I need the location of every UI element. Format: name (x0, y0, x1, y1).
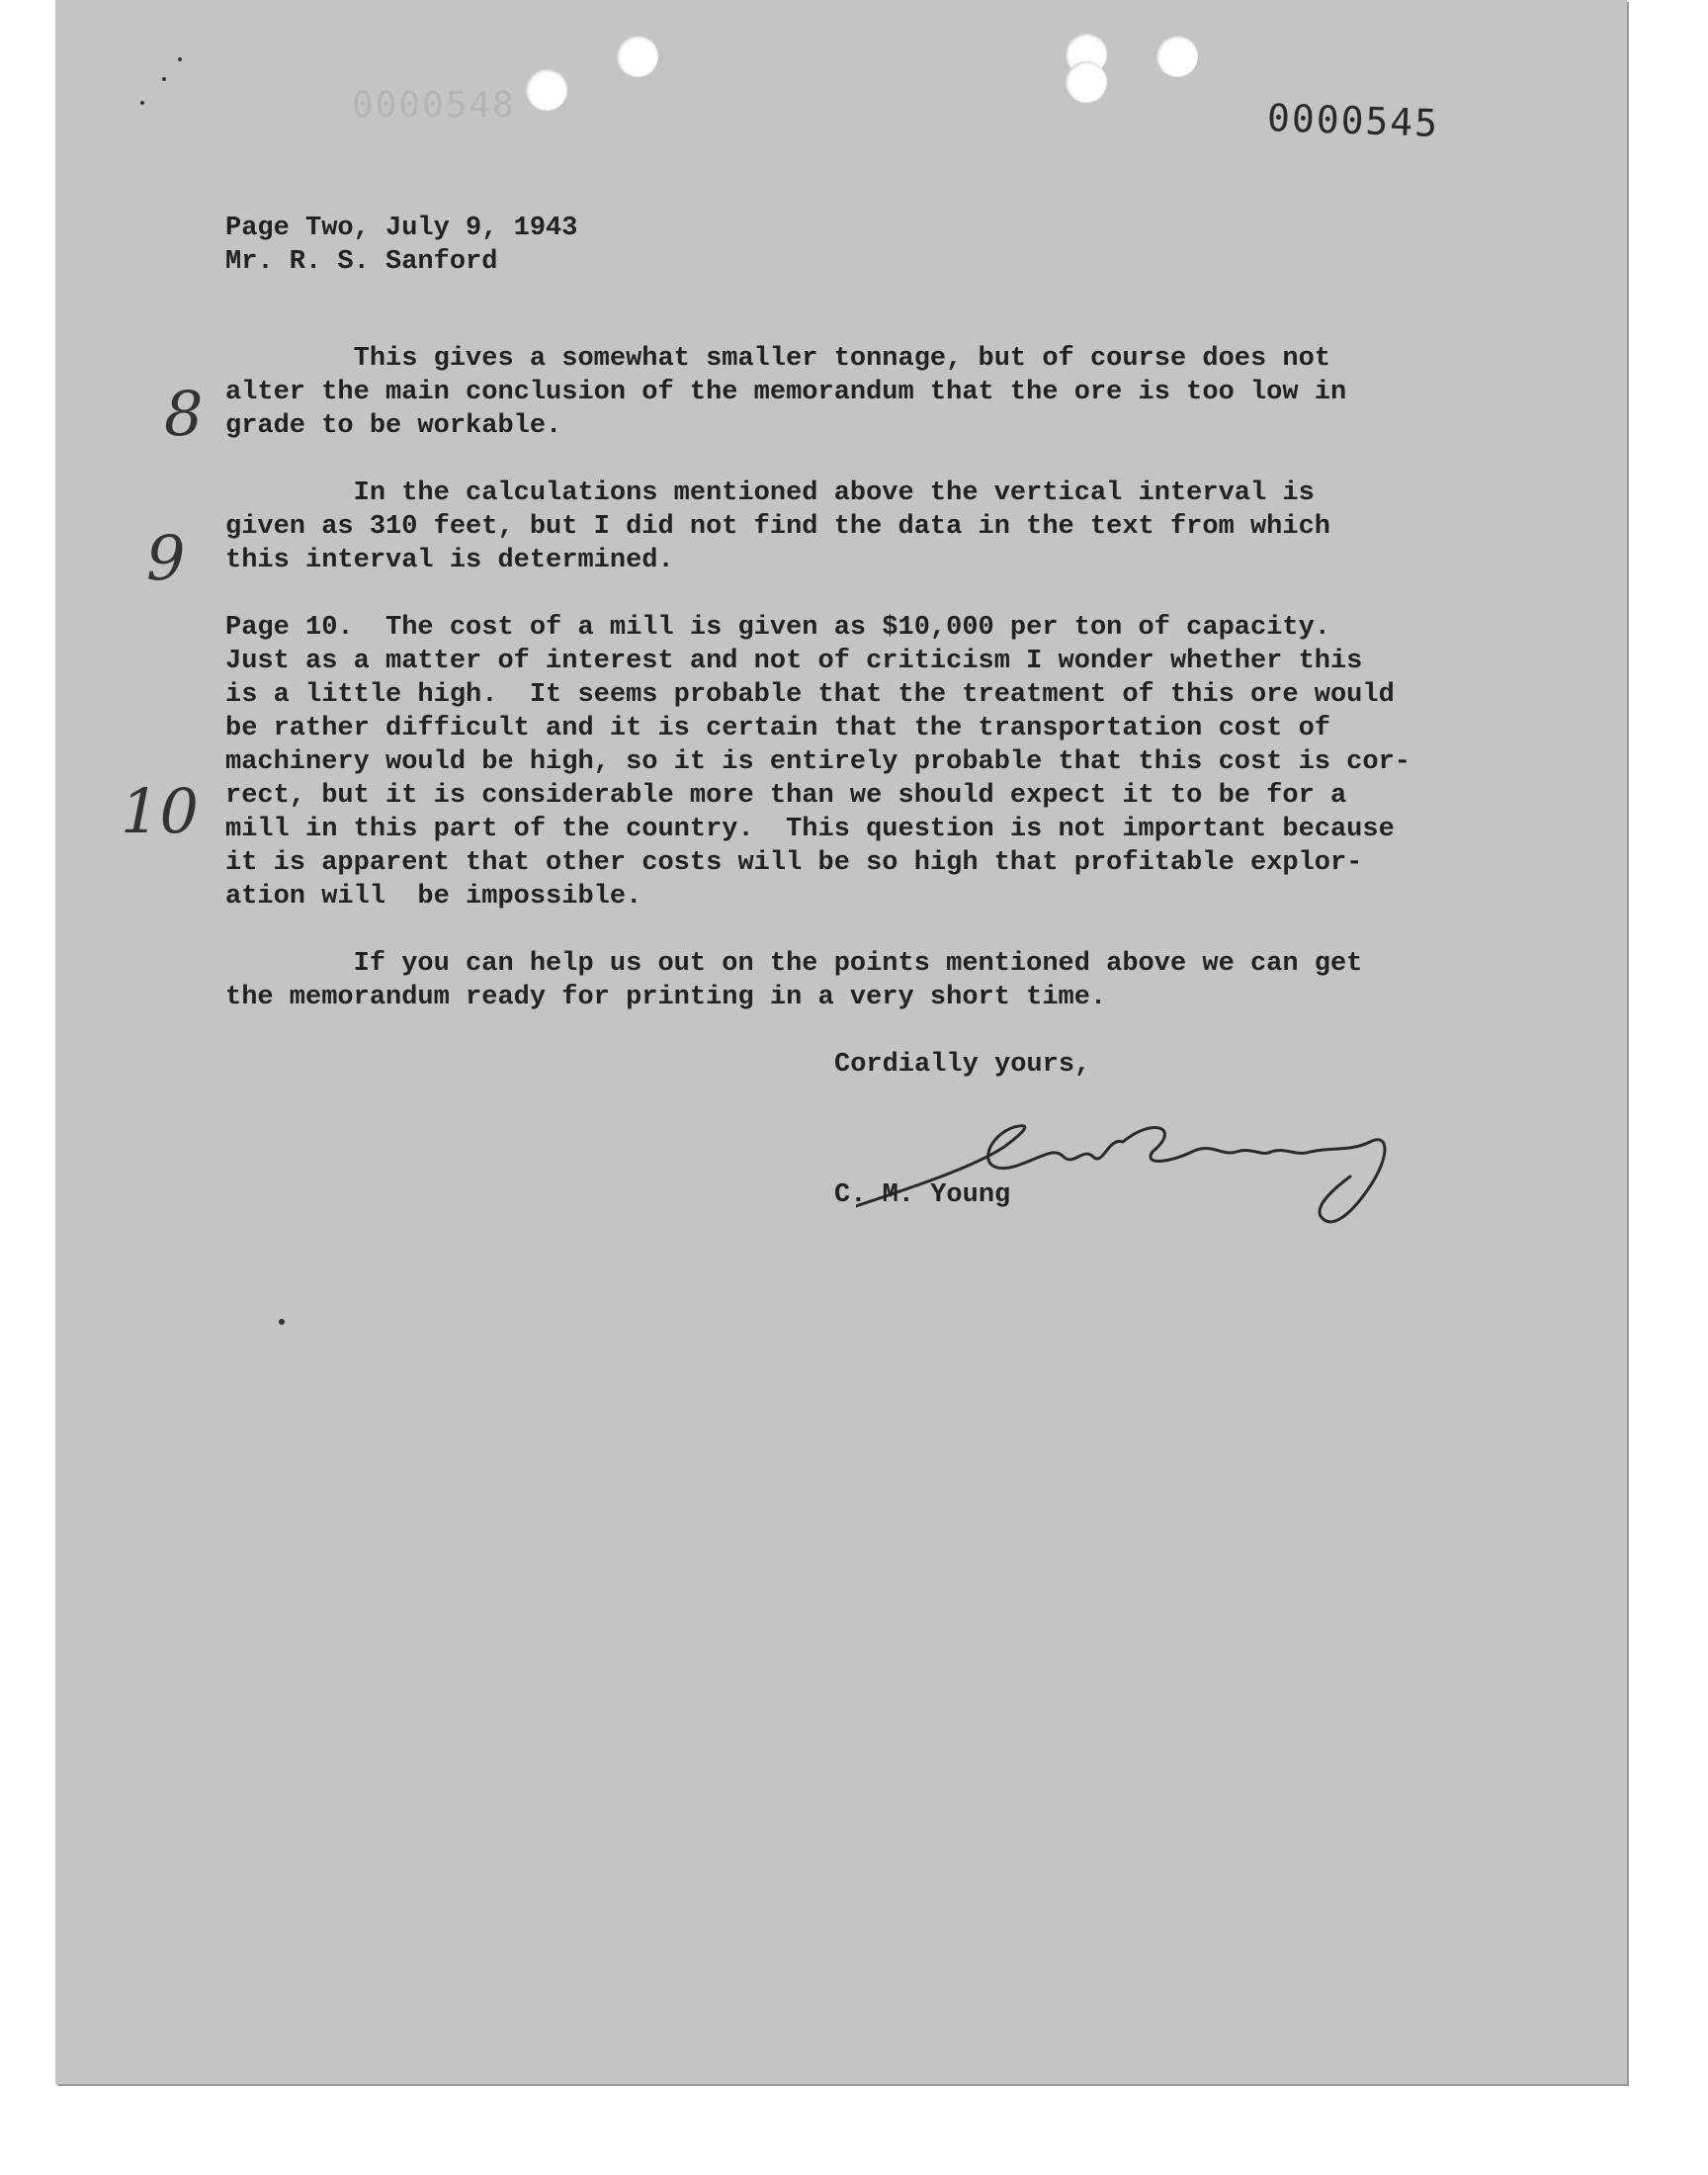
margin-note-8: 8 (164, 378, 204, 450)
paper-speck (162, 77, 166, 81)
paper-speck (279, 1319, 285, 1325)
punch-hole-5 (1156, 36, 1198, 77)
paper-speck (140, 101, 144, 105)
margin-note-9: 9 (146, 522, 186, 594)
margin-note-10: 10 (121, 775, 199, 847)
handwritten-signature (856, 1107, 1419, 1236)
paragraph-line: this interval is determined. (225, 546, 674, 575)
paragraph-line: it is apparent that other costs will be so high that profitable explor- (225, 848, 1363, 878)
paragraph-line: machinery would be high, so it is entirely probable that this cost is cor- (225, 747, 1410, 777)
paragraph-line: Page 10. The cost of a mill is given as $10,000 per ton of capacity. (225, 613, 1330, 643)
paper-speck (178, 57, 182, 61)
document-page (55, 0, 1627, 2084)
paragraph-line: alter the main conclusion of the memorandum that the ore is too low in (225, 378, 1347, 407)
paragraph-line: In the calculations mentioned above the vertical interval is (225, 478, 1315, 508)
paragraph-line: is a little high. It seems probable that the treatment of this ore would (225, 680, 1395, 710)
header-recipient-line: Mr. R. S. Sanford (225, 247, 498, 277)
paragraph-line: be rather difficult and it is certain that the transportation cost of (225, 714, 1330, 743)
paragraph-line: If you can help us out on the points mentioned above we can get (225, 949, 1363, 979)
paragraph-line: given as 310 feet, but I did not find the data in the text from which (225, 512, 1330, 542)
paragraph-line: This gives a somewhat smaller tonnage, but of course does not (225, 344, 1330, 374)
paragraph-line: ation will be impossible. (225, 882, 642, 912)
punch-hole-2 (526, 69, 567, 111)
paragraph-line: mill in this part of the country. This question is not important because (225, 815, 1395, 844)
punch-hole-1 (617, 36, 658, 77)
closing: Cordially yours, (834, 1050, 1091, 1080)
paragraph-line: grade to be workable. (225, 411, 562, 441)
faded-stamp-number: 0000548 (352, 85, 516, 126)
paragraph-line: rect, but it is considerable more than we should expect it to be for a (225, 781, 1347, 811)
document-number-stamp: 0000545 (1266, 95, 1440, 146)
punch-hole-4 (1066, 61, 1107, 103)
paragraph-line: Just as a matter of interest and not of criticism I wonder whether this (225, 647, 1363, 676)
signer-name: C. M. Young (834, 1180, 1011, 1210)
header-date-line: Page Two, July 9, 1943 (225, 214, 578, 243)
paragraph-line: the memorandum ready for printing in a very short time. (225, 983, 1107, 1012)
